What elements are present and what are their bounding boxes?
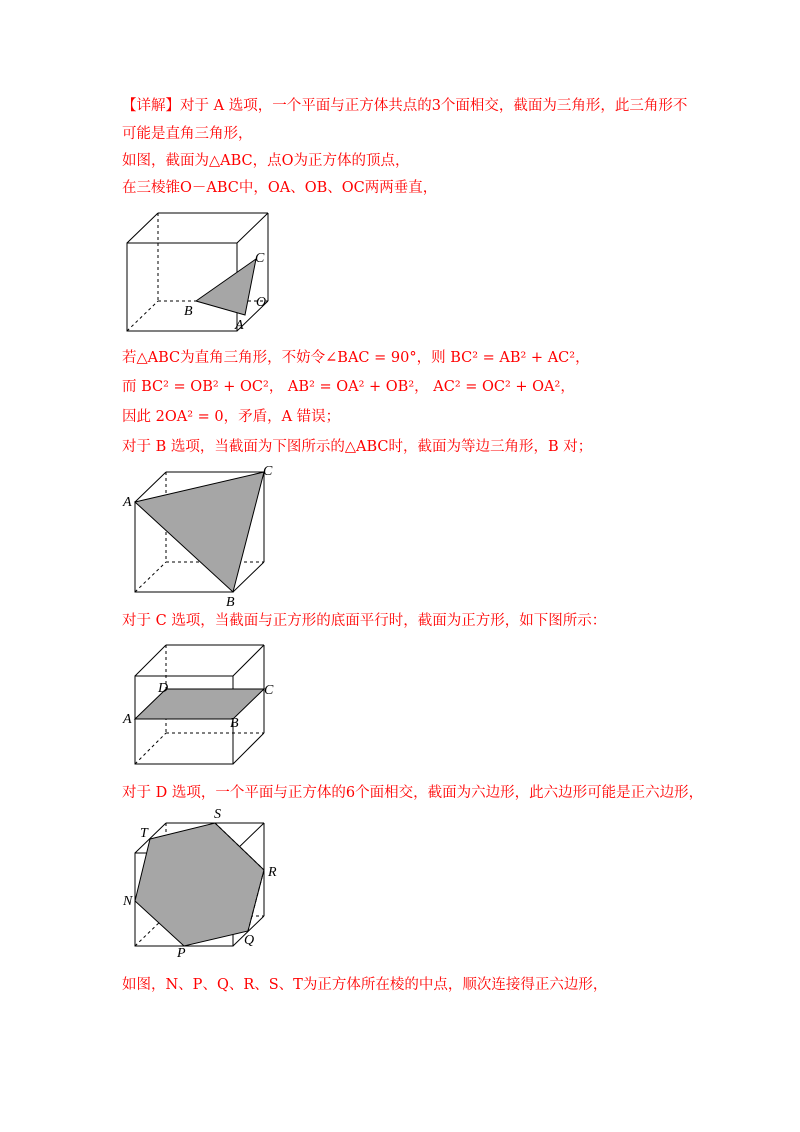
label-r: R (268, 865, 277, 880)
paragraph-1: 【详解】对于 A 选项，一个平面与正方体共点的3个面相交，截面为三角形，此三角形不 (122, 98, 688, 114)
paragraph-8: 对于 B 选项，当截面为下图所示的△ABC时，截面为等边三角形，B 对； (122, 439, 593, 455)
paragraph-5: 若△ABC为直角三角形，不妨令∠BAC = 90°，则 BC² = AB² + AC²， (122, 350, 590, 366)
label-c: C (264, 683, 274, 698)
label-n: N (123, 894, 133, 909)
label-a: A (123, 495, 132, 510)
label-d: D (158, 681, 169, 696)
paragraph-7: 因此 2OA² = 0，矛盾，A 错误； (122, 409, 341, 425)
square-abcd-section (135, 689, 264, 719)
label-t: T (140, 826, 148, 841)
label-c: C (263, 464, 273, 479)
paragraph-2: 可能是直角三角形， (122, 126, 253, 142)
label-b: B (226, 595, 235, 610)
triangle-abc-section (196, 259, 256, 315)
figure-cube-hexagon-section (122, 807, 287, 961)
label-c: C (255, 251, 265, 266)
paragraph-3: 如图，截面为△ABC，点O为正方体的顶点， (122, 153, 410, 169)
label-s: S (214, 807, 221, 822)
label-q: Q (244, 933, 255, 948)
paragraph-6: 而 BC² = OB² + OC²， AB² = OA² + OB²， AC² = OC² + OA²， (122, 379, 575, 395)
label-b: B (230, 716, 239, 731)
paragraph-4: 在三棱锥O－ABC中，OA、OB、OC两两垂直， (122, 180, 438, 196)
label-a: A (123, 712, 132, 727)
paragraph-11: 如图，N、P、Q、R、S、T为正方体所在棱的中点，顺次连接得正六边形， (122, 977, 608, 993)
paragraph-10: 对于 D 选项，一个平面与正方体的6个面相交，截面为六边形，此六边形可能是正六边形， (122, 785, 704, 801)
label-p: P (177, 946, 186, 961)
label-o: O (256, 295, 267, 310)
label-b: B (184, 304, 193, 319)
figure-cube-square-section (122, 640, 282, 770)
paragraph-9: 对于 C 选项，当截面与正方形的底面平行时，截面为正方形，如下图所示： (122, 613, 607, 629)
figure-cube-right-triangle (122, 205, 282, 335)
triangle-abc-section (135, 472, 264, 592)
figure-cube-equilateral-triangle (122, 462, 282, 610)
label-a: A (235, 318, 244, 333)
